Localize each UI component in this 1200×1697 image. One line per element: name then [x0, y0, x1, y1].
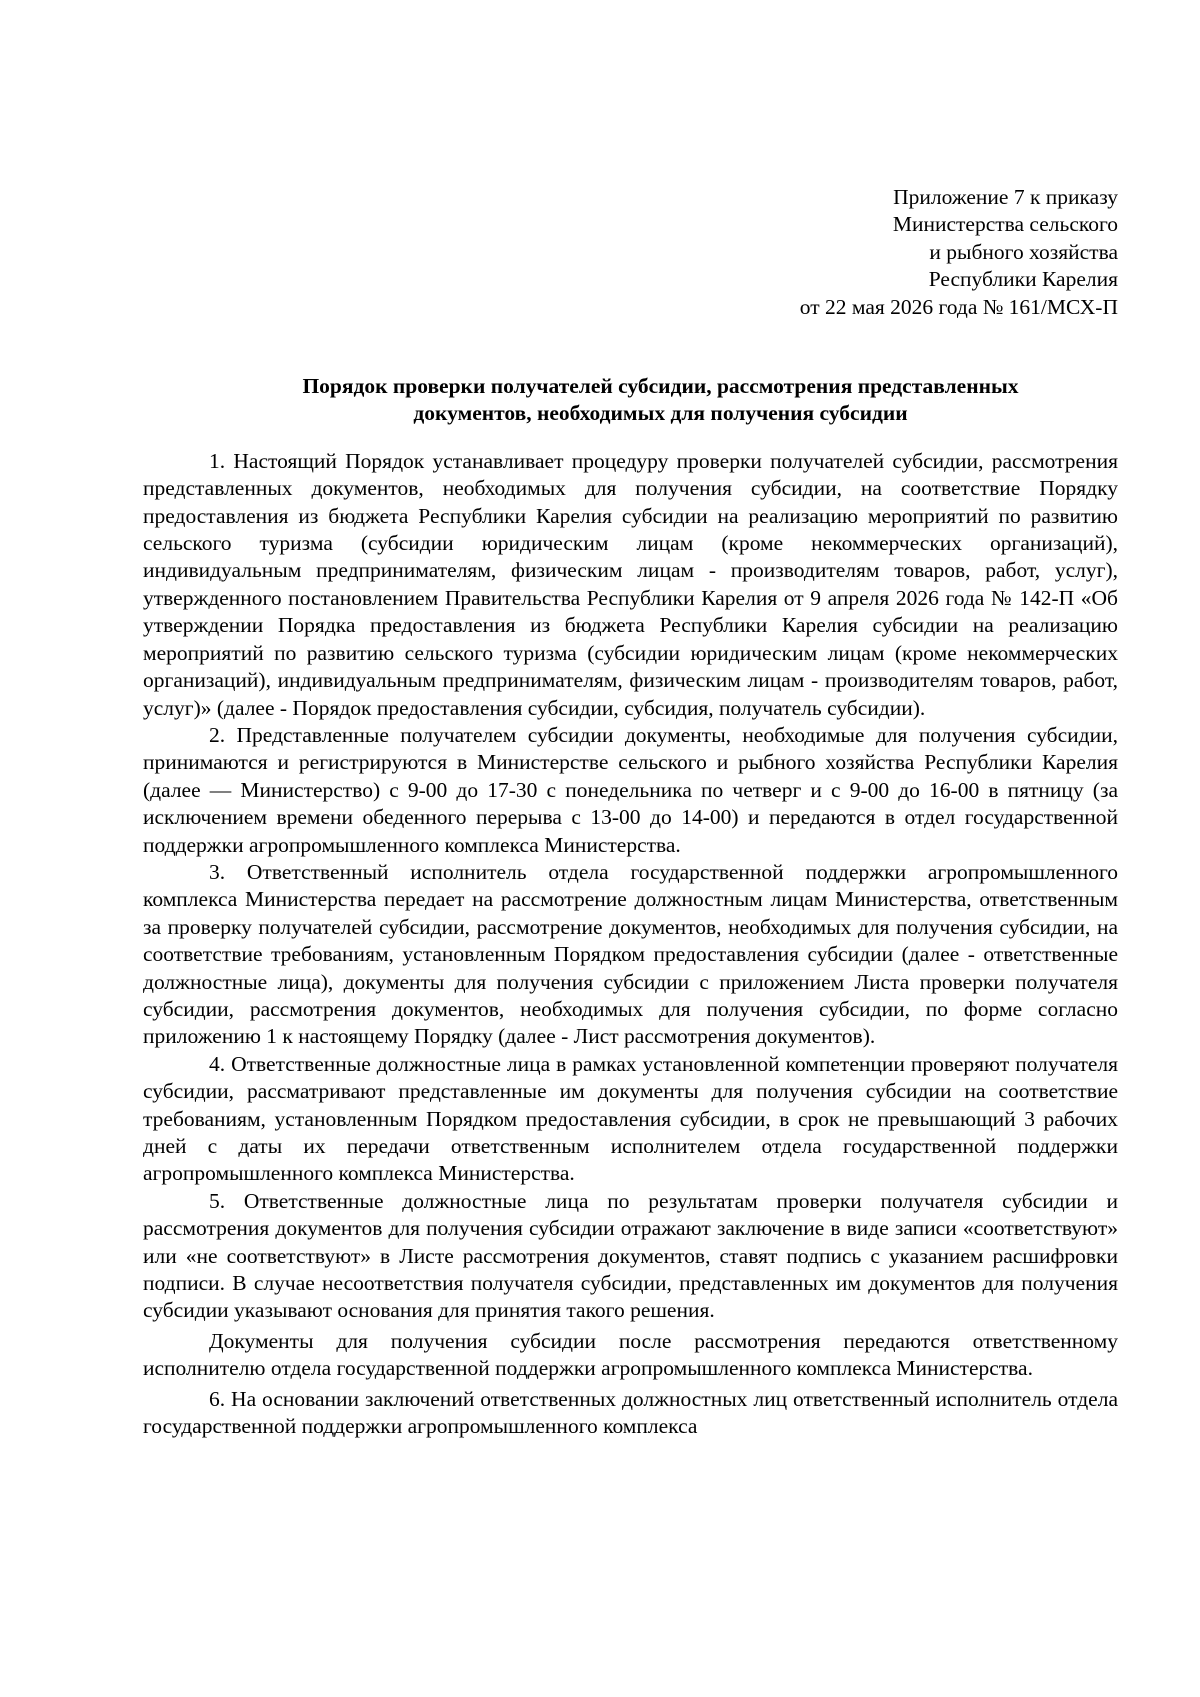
paragraph-2: 2. Представленные получателем субсидии документы, необходимые для получения субсидии, принимаются и регистрируются в Министерстве сельского и рыбного хозяйства Республики Карелия (далее — Министерство) с 9-00 до 17-30 с понедельника по четверг и с 9-00 до 16-00 в пятницу (за исключением времени обеденного перерыва с 13-00 до 14-00) и передаются в отдел государственной поддержки агропромышленного комплекса Министерства. [143, 722, 1118, 857]
approval-line: Республики Карелия [928, 267, 1118, 292]
approval-line: и рыбного хозяйства [929, 239, 1118, 264]
paragraph-4: 4. Ответственные должностные лица в рамках установленной компетенции проверяют получателя субсидии, рассматривают представленные им документы для получения субсидии на соответствие требованиям, установленным Порядком предоставления субсидии, в срок не превышающий 3 рабочих дней с даты их передачи ответственным исполнителем отдела государственной поддержки агропромышленного комплекса Министерства. [143, 1051, 1118, 1186]
document-page [143, 184, 1118, 1440]
paragraph-6: 6. На основании заключений ответственных должностных лиц ответственный исполнитель отдела государственной поддержки агропромышленного комплекса [143, 1386, 1118, 1439]
approval-date-line: от 22 мая 2026 года № 161/МСХ-П [799, 294, 1118, 319]
paragraph-5-continued: Документы для получения субсидии после рассмотрения передаются ответственному исполнителю отдела государственной поддержки агропромышленного комплекса Министерства. [143, 1328, 1118, 1381]
approval-block [143, 184, 1118, 321]
document-title [143, 373, 1118, 428]
title-line: документов, необходимых для получения субсидии [413, 401, 908, 426]
approval-line: Приложение 7 к приказу [893, 185, 1118, 209]
paragraph-5: 5. Ответственные должностные лица по результатам проверки получателя субсидии и рассмотрения документов для получения субсидии отражают заключение в виде записи «соответствуют» или «не соответствуют» в Листе рассмотрения документов, ставят подпись с указанием расшифровки подписи. В случае несоответствия получателя субсидии, представленных им документов для получения субсидии указывают основания для принятия такого решения. [143, 1188, 1118, 1323]
title-line: Порядок проверки получателей субсидии, рассмотрения представленных [302, 374, 1019, 399]
paragraph-3: 3. Ответственный исполнитель отдела государственной поддержки агропромышленного комплекса Министерства передает на рассмотрение должностным лицам Министерства, ответственным за проверку получателей субсидии, рассмотрение документов, необходимых для получения субсидии, на соответствие требованиям, установленным Порядком предоставления субсидии (далее - ответственные должностные лица), документы для получения субсидии с приложением Листа проверки получателя субсидии, рассмотрения документов, необходимых для получения субсидии, по форме согласно приложению 1 к настоящему Порядку (далее - Лист рассмотрения документов). [143, 859, 1118, 1049]
paragraph-1: 1. Настоящий Порядок устанавливает процедуру проверки получателей субсидии, рассмотрения представленных документов, необходимых для получения субсидии, на соответствие Порядку предоставления из бюджета Республики Карелия субсидии на реализацию мероприятий по развитию сельского туризма (субсидии юридическим лицам (кроме некоммерческих организаций), индивидуальным предпринимателям, физическим лицам - производителям товаров, работ, услуг), утвержденного постановлением Правительства Республики Карелия от 9 апреля 2026 года № 142-П «Об утверждении Порядка предоставления из бюджета Республики Карелия субсидии на реализацию мероприятий по развитию сельского туризма (субсидии юридическим лицам (кроме некоммерческих организаций), индивидуальным предпринимателям, физическим лицам - производителям товаров, работ, услуг)» (далее - Порядок предоставления субсидии, субсидия, получатель субсидии). [143, 448, 1118, 720]
approval-line: Министерства сельского [892, 212, 1118, 237]
